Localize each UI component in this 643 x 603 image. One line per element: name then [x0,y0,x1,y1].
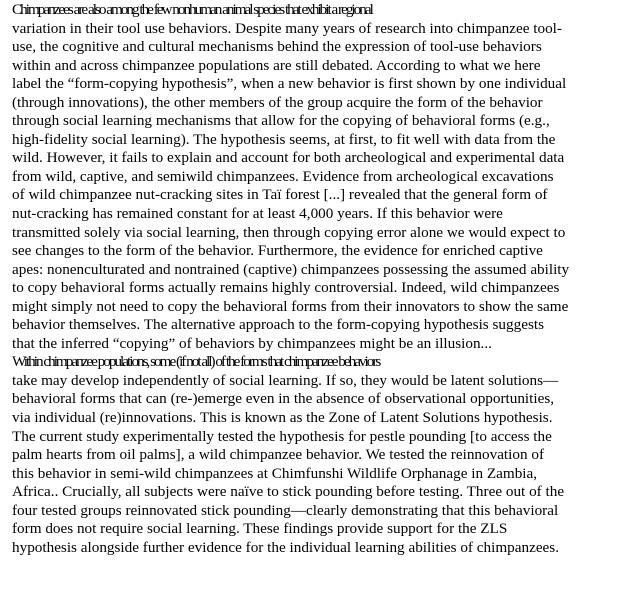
text-line: Chimpanzees are also among the few nonhuman animal species that exhibit a regional [12,1,372,18]
text-line: Within chimpanzee populations, some (if not all) of the forms that chimpanzee behaviors [12,353,380,371]
text-line: this behavior in semi-wild chimpanzees at Chimfunshi Wildlife Orphanage in Zambia, [12,464,538,482]
text-line: apes: nonenculturated and nontrained (captive) chimpanzees possessing the assumed ability [12,260,570,278]
text-line: hypothesis alongside further evidence for the individual learning abilities of chimpanzees. [12,538,560,556]
text-line: (through innovations), the other members of the group acquire the form of the behavior [12,93,543,111]
text-line: behavioral forms that can (re-)emerge even in the absence of observational opportunities, [12,390,555,408]
text-line: of wild chimpanzee nut-cracking sites in Taï forest [...] revealed that the general form of [12,186,548,204]
text-line: palm hearts from oil palms], a wild chimpanzee behavior. We tested the reinnovation of [12,446,545,464]
text-line: variation in their tool use behaviors. Despite many years of research into chimpanzee tool- [12,19,562,37]
text-line: from wild, captive, and semiwild chimpanzees. Evidence from archeological excavations [12,167,554,185]
paragraph-2 [4,353,641,557]
text-line: form does not require social learning. These findings provide support for the ZLS [12,520,508,538]
text-line: four tested groups reinnovated stick pounding—clearly demonstrating that this behavioral [12,501,559,519]
text-line: use, the cognitive and cultural mechanisms behind the expression of tool-use behaviors [12,38,542,56]
text-line: The current study experimentally tested the hypothesis for pestle pounding [to access the [12,427,552,445]
text-line: nut-cracking has remained constant for at least 4,000 years. If this behavior were [12,205,503,223]
text-line: transmitted solely via social learning, then through copying error alone we would expect to [12,223,566,241]
text-line: see changes to the form of the behavior. Furthermore, the evidence for enriched captive [12,242,543,260]
text-line: via individual (re)innovations. This is known as the Zone of Latent Solutions hypothesis. [12,409,553,427]
text-line: wild. However, it fails to explain and account for both archeological and experimental data [12,149,565,167]
text-line: that the inferred “copying” of behaviors by chimpanzees might be an illusion... [12,334,492,352]
document-body [4,1,641,557]
text-line: behavior themselves. The alternative approach to the form-copying hypothesis suggests [12,316,544,334]
text-line: might simply not need to copy the behavioral forms from their innovators to show the same [12,297,569,315]
text-line: through social learning mechanisms that allow for the copying of behavioral forms (e.g., [12,112,550,130]
text-line: label the “form-copying hypothesis”, when a new behavior is first shown by one individual [12,75,567,93]
text-line: take may develop independently of social learning. If so, they would be latent solutions— [12,371,559,389]
text-line: Africa.. Crucially, all subjects were naïve to stick pounding before testing. Three out of the [12,483,565,501]
document-page [0,1,643,603]
text-line: within and across chimpanzee populations are still debated. According to what we here [12,56,541,74]
text-line: to copy behavioral forms actually remains highly controversial. Indeed, wild chimpanzees [12,279,560,297]
paragraph-1 [4,1,641,353]
text-line: high-fidelity social learning). The hypothesis seems, at first, to fit well with data from the [12,130,556,148]
